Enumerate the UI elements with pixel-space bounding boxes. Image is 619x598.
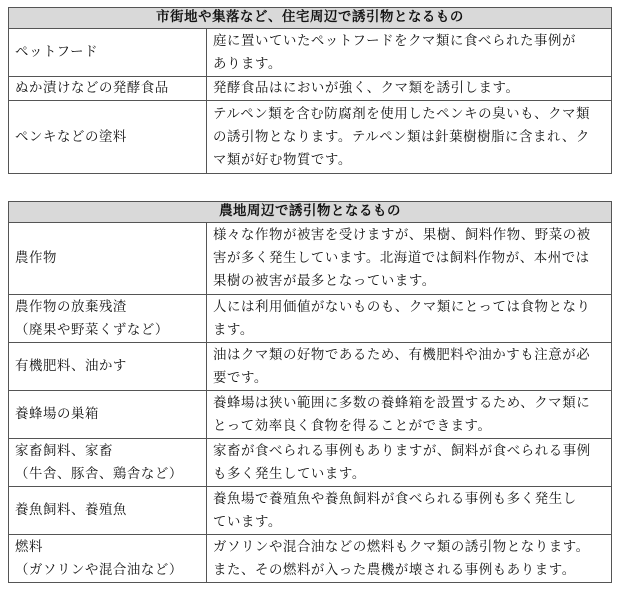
table-row: [9, 439, 612, 487]
desc-line: 果樹の被害が最多となっています。: [213, 274, 436, 289]
item-line: 家畜飼料、家畜: [15, 443, 113, 459]
desc-line: 要です。: [213, 370, 268, 386]
attractant-description: [207, 487, 612, 535]
attractant-item: [9, 487, 207, 535]
table-row: [9, 101, 612, 174]
desc-line: あります。: [213, 56, 282, 72]
desc-line: テルペン類を含む防腐剤を使用したペンキの臭いも、クマ類: [213, 106, 591, 122]
attractant-description: [207, 295, 612, 343]
table-row: [9, 77, 612, 101]
item-line: （廃果や野菜くずなど）: [15, 322, 169, 338]
desc-line: の誘引物となります。テルペン類は針葉樹樹脂に含まれ、ク: [213, 129, 590, 145]
table-row: [9, 487, 612, 535]
desc-line: 人には利用価値がないものも、クマ類にとっては食物となり: [213, 299, 591, 315]
attractant-item: [9, 29, 207, 77]
attractant-description: [207, 391, 612, 439]
table-row: [9, 29, 612, 77]
attractant-description: [207, 29, 612, 77]
attractant-description: [207, 223, 612, 295]
attractant-description: [207, 343, 612, 391]
table-header: 農地周辺で誘引物となるもの: [9, 202, 612, 223]
desc-line: また、その燃料が入った農機が壊される事例もあります。: [213, 562, 576, 578]
attractant-description: [207, 77, 612, 101]
table-row: [9, 343, 612, 391]
table-row: [9, 535, 612, 583]
desc-line: ます。: [213, 322, 254, 338]
desc-line: ガソリンや混合油などの燃料もクマ類の誘引物となります。: [213, 539, 590, 555]
desc-line: 養魚場で養殖魚や養魚飼料が食べられる事例も多く発生し: [213, 491, 577, 507]
desc-line: マ類が好む物質です。: [213, 152, 352, 168]
attractant-item: [9, 295, 207, 343]
desc-line: 発酵食品はにおいが強く、クマ類を誘引します。: [213, 81, 520, 96]
table-row: [9, 295, 612, 343]
item-line: ペットフード: [15, 45, 99, 60]
item-line: 農作物: [15, 251, 57, 266]
item-line: 農作物の放棄残渣: [15, 299, 127, 315]
table-row: [9, 223, 612, 295]
attractant-description: [207, 101, 612, 174]
attractant-item: [9, 535, 207, 583]
table-header-row: [9, 8, 612, 29]
attractant-description: [207, 439, 612, 487]
item-line: （牛舎、豚舎、鶏舎など）: [15, 466, 183, 482]
item-line: 養魚飼料、養殖魚: [15, 503, 127, 518]
attractant-item: [9, 343, 207, 391]
table-header-row: [9, 202, 612, 223]
desc-line: ています。: [213, 514, 282, 530]
attractant-item: [9, 223, 207, 295]
item-line: 養蜂場の巣箱: [15, 407, 99, 422]
desc-line: 家畜が食べられる事例もありますが、飼料が食べられる事例: [213, 443, 591, 459]
table-header: 市街地や集落など、住宅周辺で誘引物となるもの: [9, 8, 612, 29]
attractant-item: [9, 77, 207, 101]
desc-line: 様々な作物が被害を受けますが、果樹、飼料作物、野菜の被: [213, 228, 591, 243]
attractant-item: [9, 101, 207, 174]
item-line: （ガソリンや混合油など）: [15, 562, 183, 578]
item-line: ぬか漬けなどの発酵食品: [15, 81, 169, 96]
desc-line: 害が多く発生しています。北海道では飼料作物が、本州では: [213, 251, 590, 266]
desc-line: 庭に置いていたペットフードをクマ類に食べられた事例が: [213, 33, 576, 49]
attractant-item: [9, 439, 207, 487]
desc-line: 養蜂場は狭い範囲に多数の養蜂箱を設置するため、クマ類に: [213, 395, 591, 411]
attractant-description: [207, 535, 612, 583]
desc-line: 油はクマ類の好物であるため、有機肥料や油かすも注意が必: [213, 347, 591, 363]
item-line: ペンキなどの塗料: [15, 129, 127, 145]
farmland-attractants-table: [8, 201, 612, 583]
item-line: 有機肥料、油かす: [15, 359, 127, 374]
item-line: 燃料: [15, 539, 43, 555]
desc-line: も多く発生しています。: [213, 466, 366, 482]
residential-attractants-table: [8, 7, 612, 174]
desc-line: とって効率良く食物を得ることができます。: [213, 418, 492, 434]
table-row: [9, 391, 612, 439]
attractant-item: [9, 391, 207, 439]
